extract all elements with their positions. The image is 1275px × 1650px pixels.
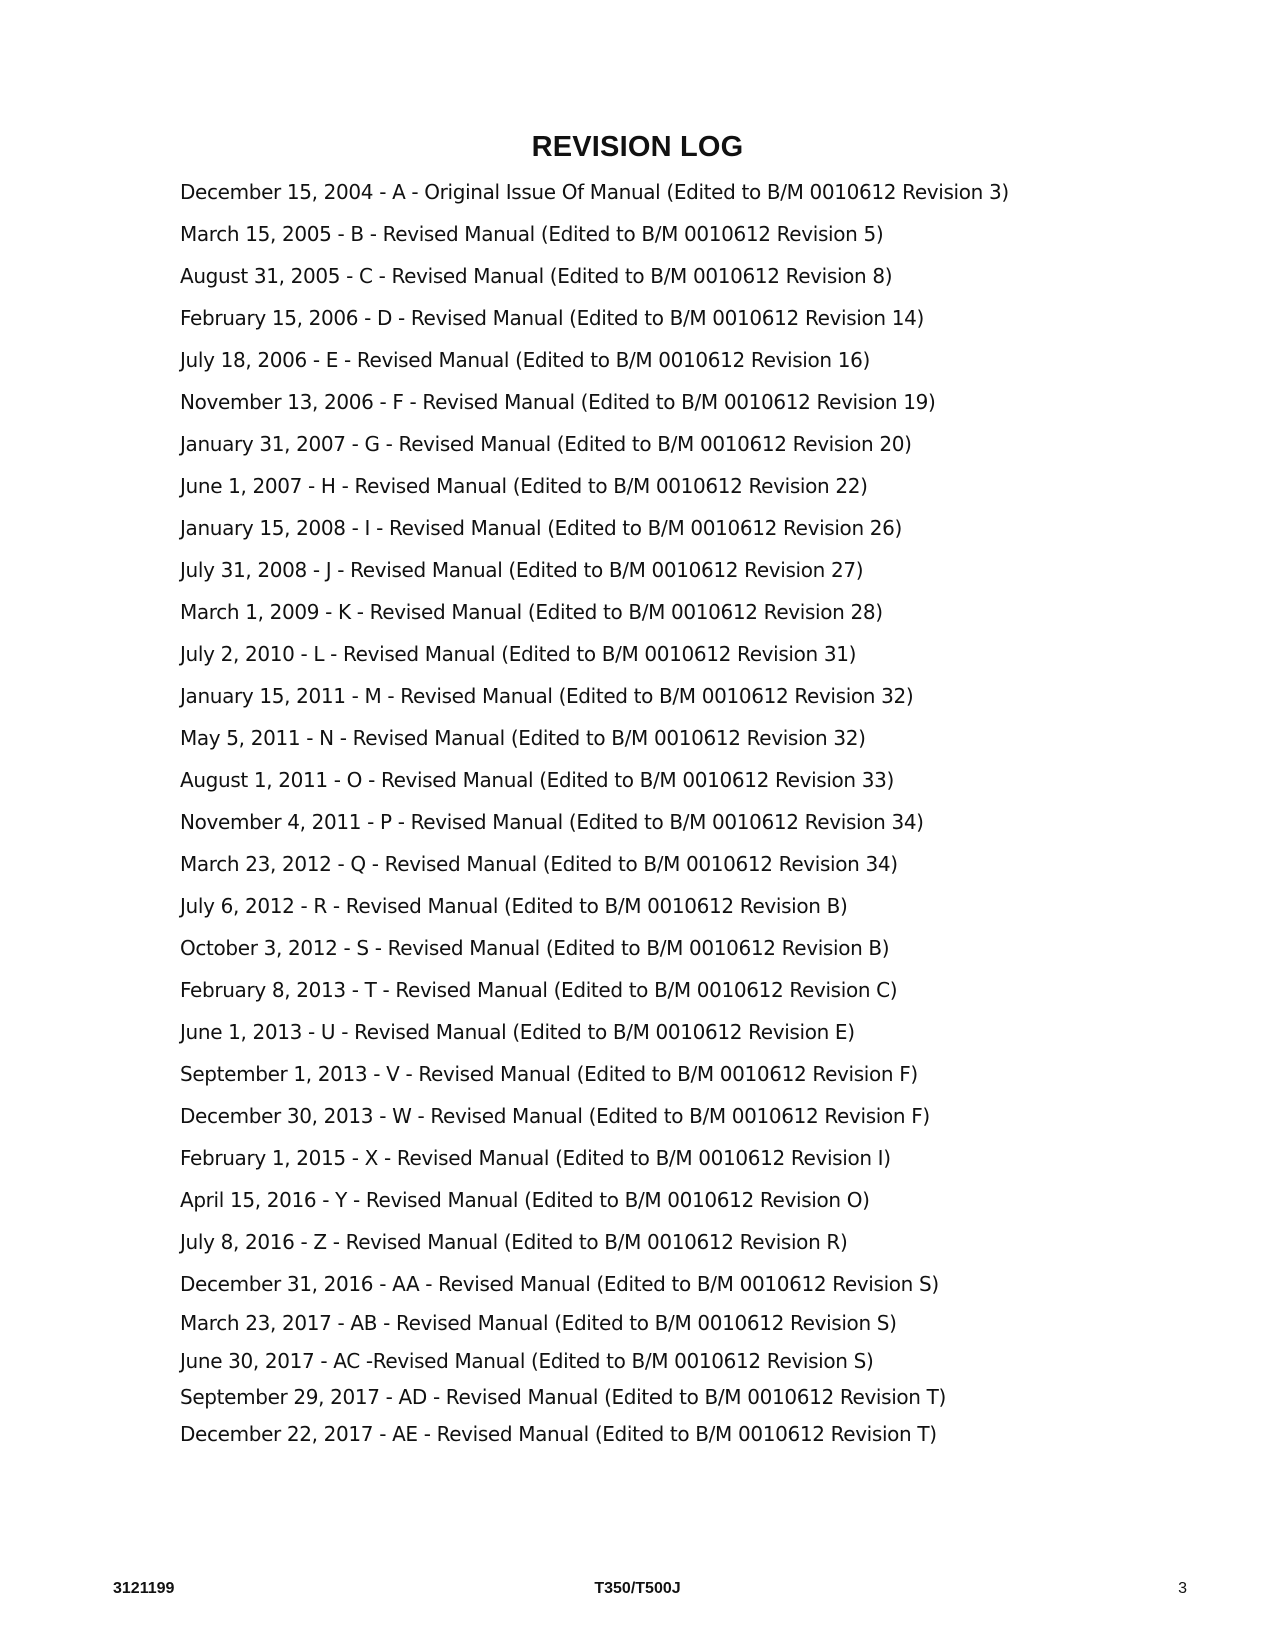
- revision-entry: January 15, 2008 - I - Revised Manual (Edited to B/M 0010612 Revision 26): [180, 516, 902, 540]
- revision-entry: March 15, 2005 - B - Revised Manual (Edited to B/M 0010612 Revision 5): [180, 222, 884, 246]
- footer-model: T350/T500J: [594, 1580, 681, 1597]
- revision-entry: February 15, 2006 - D - Revised Manual (Edited to B/M 0010612 Revision 14): [180, 306, 924, 330]
- revision-entry: March 1, 2009 - K - Revised Manual (Edited to B/M 0010612 Revision 28): [180, 600, 883, 624]
- revision-entry: March 23, 2012 - Q - Revised Manual (Edited to B/M 0010612 Revision 34): [180, 852, 898, 876]
- revision-entry: December 22, 2017 - AE - Revised Manual (Edited to B/M 0010612 Revision T): [180, 1422, 937, 1446]
- revision-entry: January 15, 2011 - M - Revised Manual (Edited to B/M 0010612 Revision 32): [180, 684, 914, 708]
- revision-entry: November 4, 2011 - P - Revised Manual (Edited to B/M 0010612 Revision 34): [180, 810, 924, 834]
- revision-entry: May 5, 2011 - N - Revised Manual (Edited to B/M 0010612 Revision 32): [180, 726, 866, 750]
- revision-entry: June 1, 2007 - H - Revised Manual (Edited to B/M 0010612 Revision 22): [180, 474, 868, 498]
- revision-entry: June 30, 2017 - AC -Revised Manual (Edited to B/M 0010612 Revision S): [180, 1349, 874, 1373]
- revision-entry: September 29, 2017 - AD - Revised Manual (Edited to B/M 0010612 Revision T): [180, 1385, 946, 1409]
- revision-entry: November 13, 2006 - F - Revised Manual (Edited to B/M 0010612 Revision 19): [180, 390, 936, 414]
- revision-entry: August 1, 2011 - O - Revised Manual (Edited to B/M 0010612 Revision 33): [180, 768, 894, 792]
- revision-entry: August 31, 2005 - C - Revised Manual (Edited to B/M 0010612 Revision 8): [180, 264, 893, 288]
- revision-entry: March 23, 2017 - AB - Revised Manual (Edited to B/M 0010612 Revision S): [180, 1311, 897, 1335]
- revision-entry: December 15, 2004 - A - Original Issue Of Manual (Edited to B/M 0010612 Revision 3): [180, 180, 1009, 204]
- revision-entry: July 18, 2006 - E - Revised Manual (Edited to B/M 0010612 Revision 16): [180, 348, 870, 372]
- revision-entry: February 8, 2013 - T - Revised Manual (Edited to B/M 0010612 Revision C): [180, 978, 898, 1002]
- revision-entry: January 31, 2007 - G - Revised Manual (Edited to B/M 0010612 Revision 20): [180, 432, 912, 456]
- revision-entry: July 2, 2010 - L - Revised Manual (Edited to B/M 0010612 Revision 31): [180, 642, 857, 666]
- revision-entry: April 15, 2016 - Y - Revised Manual (Edited to B/M 0010612 Revision O): [180, 1188, 870, 1212]
- revision-entry: December 31, 2016 - AA - Revised Manual (Edited to B/M 0010612 Revision S): [180, 1272, 939, 1296]
- revision-entry: July 31, 2008 - J - Revised Manual (Edited to B/M 0010612 Revision 27): [180, 558, 864, 582]
- page-title: REVISION LOG: [531, 131, 744, 163]
- footer-page-number: 3: [1178, 1580, 1187, 1597]
- revision-entry: July 6, 2012 - R - Revised Manual (Edited to B/M 0010612 Revision B): [180, 894, 848, 918]
- revision-entry: July 8, 2016 - Z - Revised Manual (Edited to B/M 0010612 Revision R): [180, 1230, 848, 1254]
- footer-document-number: 3121199: [113, 1580, 175, 1597]
- revision-entry: December 30, 2013 - W - Revised Manual (Edited to B/M 0010612 Revision F): [180, 1104, 930, 1128]
- revision-entry: October 3, 2012 - S - Revised Manual (Edited to B/M 0010612 Revision B): [180, 936, 890, 960]
- revision-entry: June 1, 2013 - U - Revised Manual (Edited to B/M 0010612 Revision E): [180, 1020, 855, 1044]
- revision-entry: February 1, 2015 - X - Revised Manual (Edited to B/M 0010612 Revision I): [180, 1146, 891, 1170]
- revision-entry: September 1, 2013 - V - Revised Manual (Edited to B/M 0010612 Revision F): [180, 1062, 918, 1086]
